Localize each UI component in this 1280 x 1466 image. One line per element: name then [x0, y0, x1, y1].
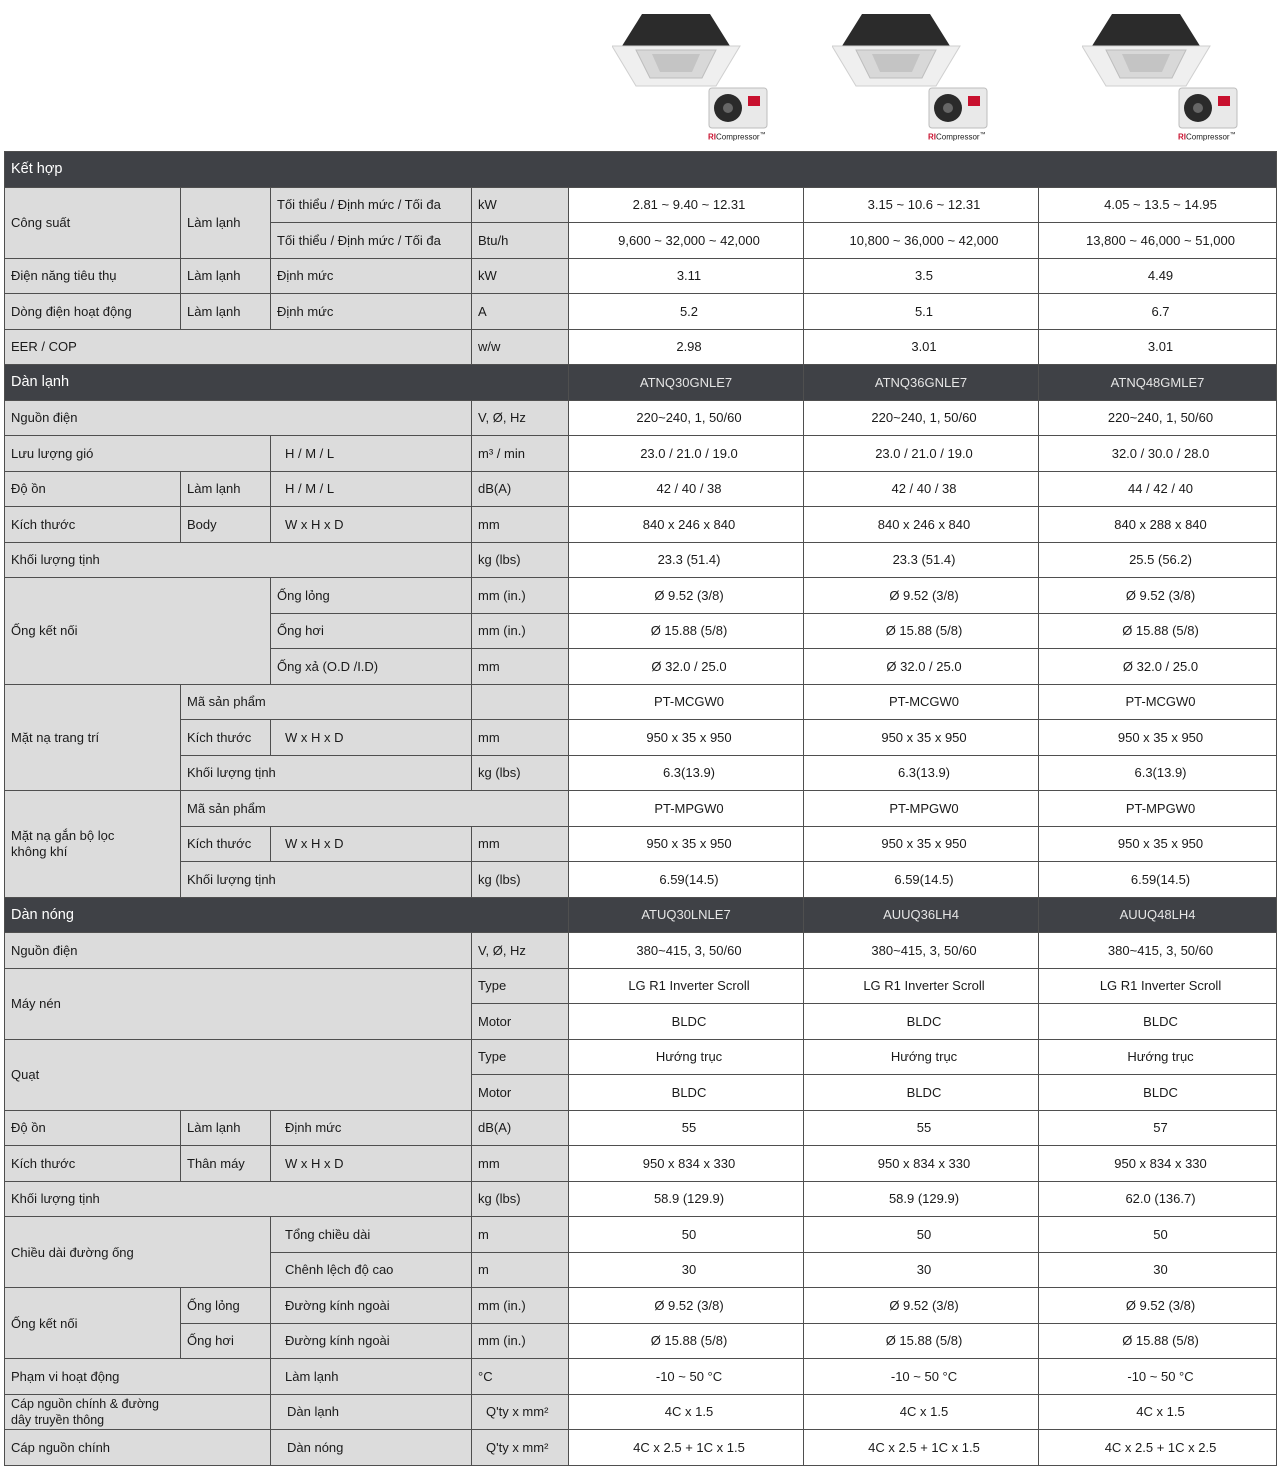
- row-unit: Type: [472, 1039, 569, 1075]
- row-label: EER / COP: [5, 329, 472, 365]
- row-spec: Làm lạnh: [271, 1359, 472, 1395]
- model-name: ATUQ30LNLE7: [569, 897, 804, 933]
- row-sub: Ống hơi: [181, 1323, 271, 1359]
- row-spec: Đường kính ngoài: [271, 1288, 472, 1324]
- row-unit: m³ / min: [472, 436, 569, 472]
- table-row: [5, 791, 1277, 827]
- row-label: Kích thước: [5, 507, 181, 543]
- value-cell: 950 x 35 x 950: [804, 826, 1039, 862]
- table-row: [5, 187, 1277, 223]
- value-cell: 44 / 42 / 40: [1039, 471, 1277, 507]
- value-cell: BLDC: [804, 1075, 1039, 1111]
- table-row: [5, 1394, 1277, 1430]
- value-cell: BLDC: [1039, 1075, 1277, 1111]
- table-row: [5, 1146, 1277, 1182]
- row-label: Cáp nguồn chính & đường dây truyền thông: [5, 1394, 271, 1430]
- value-cell: 10,800 ~ 36,000 ~ 42,000: [804, 223, 1039, 259]
- table-row: [5, 862, 1277, 898]
- value-cell: -10 ~ 50 °C: [804, 1359, 1039, 1395]
- ri-compressor-badge: RICompressor™: [1178, 132, 1236, 142]
- row-sub: Body: [181, 507, 271, 543]
- row-spec: W x H x D: [271, 826, 472, 862]
- value-cell: 4C x 2.5 + 1C x 2.5: [1039, 1430, 1277, 1466]
- value-cell: Ø 9.52 (3/8): [569, 1288, 804, 1324]
- row-label: Kích thước: [5, 1146, 181, 1182]
- row-label: Khối lượng tịnh: [5, 1181, 472, 1217]
- product-images: [0, 0, 1280, 150]
- row-label: Công suất: [5, 187, 181, 258]
- table-row: [5, 294, 1277, 330]
- section-title: Kết hợp: [5, 152, 1277, 188]
- row-sub: Khối lượng tịnh: [181, 755, 472, 791]
- value-cell: BLDC: [1039, 1004, 1277, 1040]
- row-label: Lưu lượng gió: [5, 436, 271, 472]
- row-label: Máy nén: [5, 968, 472, 1039]
- row-spec: Dàn lạnh: [271, 1394, 472, 1430]
- table-row: [5, 471, 1277, 507]
- row-unit: Q'ty x mm²: [472, 1394, 569, 1430]
- value-cell: 23.0 / 21.0 / 19.0: [804, 436, 1039, 472]
- row-label: Nguồn điện: [5, 933, 472, 969]
- value-cell: LG R1 Inverter Scroll: [1039, 968, 1277, 1004]
- value-cell: 42 / 40 / 38: [804, 471, 1039, 507]
- row-unit: mm (in.): [472, 1288, 569, 1324]
- value-cell: Ø 9.52 (3/8): [569, 578, 804, 614]
- row-spec: Định mức: [271, 258, 472, 294]
- row-unit: mm: [472, 507, 569, 543]
- row-sub: Thân máy: [181, 1146, 271, 1182]
- row-spec: Đường kính ngoài: [271, 1323, 472, 1359]
- row-unit: kg (lbs): [472, 862, 569, 898]
- value-cell: BLDC: [569, 1004, 804, 1040]
- value-cell: 4C x 2.5 + 1C x 1.5: [569, 1430, 804, 1466]
- row-unit: m: [472, 1217, 569, 1253]
- cassette-indoor-unit-icon: [832, 6, 972, 92]
- row-unit: dB(A): [472, 471, 569, 507]
- row-unit: kg (lbs): [472, 1181, 569, 1217]
- ri-compressor-badge: RICompressor™: [708, 132, 766, 142]
- value-cell: BLDC: [804, 1004, 1039, 1040]
- spec-table: [4, 151, 1277, 1466]
- value-cell: Hướng trục: [569, 1039, 804, 1075]
- value-cell: 840 x 288 x 840: [1039, 507, 1277, 543]
- row-unit: w/w: [472, 329, 569, 365]
- section-title: Dàn nóng: [5, 897, 569, 933]
- value-cell: 4C x 2.5 + 1C x 1.5: [804, 1430, 1039, 1466]
- value-cell: 840 x 246 x 840: [804, 507, 1039, 543]
- row-spec: Định mức: [271, 1110, 472, 1146]
- value-cell: 58.9 (129.9): [569, 1181, 804, 1217]
- value-cell: 6.7: [1039, 294, 1277, 330]
- value-cell: Ø 15.88 (5/8): [1039, 1323, 1277, 1359]
- value-cell: Ø 15.88 (5/8): [804, 613, 1039, 649]
- value-cell: Ø 15.88 (5/8): [569, 613, 804, 649]
- value-cell: 950 x 834 x 330: [1039, 1146, 1277, 1182]
- value-cell: 42 / 40 / 38: [569, 471, 804, 507]
- value-cell: LG R1 Inverter Scroll: [804, 968, 1039, 1004]
- value-cell: 50: [1039, 1217, 1277, 1253]
- row-sub: Ống lỏng: [181, 1288, 271, 1324]
- row-label: Phạm vi hoạt động: [5, 1359, 271, 1395]
- value-cell: PT-MCGW0: [569, 684, 804, 720]
- row-unit: V, Ø, Hz: [472, 933, 569, 969]
- value-cell: Ø 9.52 (3/8): [804, 1288, 1039, 1324]
- value-cell: BLDC: [569, 1075, 804, 1111]
- value-cell: Ø 32.0 / 25.0: [1039, 649, 1277, 685]
- value-cell: 3.01: [1039, 329, 1277, 365]
- value-cell: 4C x 1.5: [804, 1394, 1039, 1430]
- outdoor-unit-icon: [1178, 84, 1240, 132]
- section-header-outdoor: [5, 897, 1277, 933]
- value-cell: PT-MCGW0: [804, 684, 1039, 720]
- row-spec: Dàn nóng: [271, 1430, 472, 1466]
- value-cell: LG R1 Inverter Scroll: [569, 968, 804, 1004]
- value-cell: 6.59(14.5): [1039, 862, 1277, 898]
- row-unit: m: [472, 1252, 569, 1288]
- row-sub: Làm lạnh: [181, 258, 271, 294]
- row-unit: mm (in.): [472, 613, 569, 649]
- row-label: Quạt: [5, 1039, 472, 1110]
- value-cell: 23.0 / 21.0 / 19.0: [569, 436, 804, 472]
- row-spec: H / M / L: [271, 436, 472, 472]
- row-spec: Ống lỏng: [271, 578, 472, 614]
- value-cell: Ø 15.88 (5/8): [569, 1323, 804, 1359]
- value-cell: 380~415, 3, 50/60: [1039, 933, 1277, 969]
- product-1: [612, 4, 812, 150]
- table-row: [5, 1181, 1277, 1217]
- table-row: [5, 1039, 1277, 1075]
- model-name: ATNQ48GMLE7: [1039, 365, 1277, 401]
- value-cell: 3.5: [804, 258, 1039, 294]
- value-cell: 3.01: [804, 329, 1039, 365]
- row-spec: Tối thiểu / Định mức / Tối đa: [271, 187, 472, 223]
- value-cell: Ø 15.88 (5/8): [804, 1323, 1039, 1359]
- row-unit: Q'ty x mm²: [472, 1430, 569, 1466]
- row-unit: kW: [472, 258, 569, 294]
- row-unit: °C: [472, 1359, 569, 1395]
- row-sub: Mã sản phẩm: [181, 684, 472, 720]
- value-cell: PT-MPGW0: [1039, 791, 1277, 827]
- row-spec: Chênh lệch độ cao: [271, 1252, 472, 1288]
- row-unit: Motor: [472, 1004, 569, 1040]
- value-cell: 220~240, 1, 50/60: [569, 400, 804, 436]
- row-unit: Type: [472, 968, 569, 1004]
- table-row: [5, 507, 1277, 543]
- row-unit: Btu/h: [472, 223, 569, 259]
- row-unit: mm: [472, 649, 569, 685]
- row-unit: A: [472, 294, 569, 330]
- section-header-indoor: [5, 365, 1277, 401]
- row-label: Mặt nạ trang trí: [5, 684, 181, 791]
- model-name: AUUQ36LH4: [804, 897, 1039, 933]
- value-cell: 5.1: [804, 294, 1039, 330]
- model-name: ATNQ36GNLE7: [804, 365, 1039, 401]
- row-label: Ống kết nối: [5, 1288, 181, 1359]
- row-unit: dB(A): [472, 1110, 569, 1146]
- row-label: Mặt nạ gắn bộ lọc không khí: [5, 791, 181, 898]
- row-label: Độ ồn: [5, 1110, 181, 1146]
- row-unit: V, Ø, Hz: [472, 400, 569, 436]
- value-cell: 25.5 (56.2): [1039, 542, 1277, 578]
- value-cell: 23.3 (51.4): [804, 542, 1039, 578]
- value-cell: PT-MPGW0: [569, 791, 804, 827]
- row-spec: Định mức: [271, 294, 472, 330]
- value-cell: 30: [804, 1252, 1039, 1288]
- table-row: [5, 720, 1277, 756]
- row-label: Độ ồn: [5, 471, 181, 507]
- value-cell: Ø 32.0 / 25.0: [804, 649, 1039, 685]
- table-row: [5, 436, 1277, 472]
- table-row: [5, 258, 1277, 294]
- row-sub: Kích thước: [181, 720, 271, 756]
- value-cell: -10 ~ 50 °C: [1039, 1359, 1277, 1395]
- value-cell: Ø 32.0 / 25.0: [569, 649, 804, 685]
- product-2: [832, 4, 1032, 150]
- table-row: [5, 1110, 1277, 1146]
- value-cell: 4C x 1.5: [1039, 1394, 1277, 1430]
- row-sub: Làm lạnh: [181, 294, 271, 330]
- value-cell: 3.11: [569, 258, 804, 294]
- cassette-indoor-unit-icon: [612, 6, 752, 92]
- value-cell: 6.3(13.9): [569, 755, 804, 791]
- row-sub: Khối lượng tịnh: [181, 862, 472, 898]
- row-unit: mm (in.): [472, 578, 569, 614]
- table-row: [5, 400, 1277, 436]
- value-cell: 58.9 (129.9): [804, 1181, 1039, 1217]
- cassette-indoor-unit-icon: [1082, 6, 1222, 92]
- row-sub: Làm lạnh: [181, 1110, 271, 1146]
- table-row: [5, 968, 1277, 1004]
- row-unit: [472, 684, 569, 720]
- row-label: Ống kết nối: [5, 578, 271, 685]
- value-cell: 30: [1039, 1252, 1277, 1288]
- value-cell: 220~240, 1, 50/60: [1039, 400, 1277, 436]
- row-unit: mm: [472, 1146, 569, 1182]
- ri-compressor-badge: RICompressor™: [928, 132, 986, 142]
- value-cell: Ø 9.52 (3/8): [1039, 1288, 1277, 1324]
- row-unit: kg (lbs): [472, 542, 569, 578]
- value-cell: 13,800 ~ 46,000 ~ 51,000: [1039, 223, 1277, 259]
- row-spec: Tối thiểu / Định mức / Tối đa: [271, 223, 472, 259]
- value-cell: 23.3 (51.4): [569, 542, 804, 578]
- row-label: Cáp nguồn chính: [5, 1430, 271, 1466]
- row-label: Chiều dài đường ống: [5, 1217, 271, 1288]
- value-cell: 380~415, 3, 50/60: [804, 933, 1039, 969]
- value-cell: Ø 9.52 (3/8): [804, 578, 1039, 614]
- value-cell: 5.2: [569, 294, 804, 330]
- section-title: Dàn lạnh: [5, 365, 569, 401]
- value-cell: 950 x 35 x 950: [1039, 826, 1277, 862]
- value-cell: Ø 9.52 (3/8): [1039, 578, 1277, 614]
- table-row: [5, 1217, 1277, 1253]
- value-cell: -10 ~ 50 °C: [569, 1359, 804, 1395]
- model-name: AUUQ48LH4: [1039, 897, 1277, 933]
- row-spec: W x H x D: [271, 720, 472, 756]
- row-spec: W x H x D: [271, 507, 472, 543]
- row-unit: mm: [472, 826, 569, 862]
- value-cell: 6.3(13.9): [804, 755, 1039, 791]
- row-spec: Tổng chiều dài: [271, 1217, 472, 1253]
- row-spec: Ống xả (O.D /I.D): [271, 649, 472, 685]
- section-header-combo: [5, 152, 1277, 188]
- value-cell: 950 x 35 x 950: [569, 720, 804, 756]
- table-row: [5, 329, 1277, 365]
- value-cell: 62.0 (136.7): [1039, 1181, 1277, 1217]
- outdoor-unit-icon: [708, 84, 770, 132]
- table-row: [5, 542, 1277, 578]
- value-cell: 2.81 ~ 9.40 ~ 12.31: [569, 187, 804, 223]
- value-cell: 6.3(13.9): [1039, 755, 1277, 791]
- row-label: Nguồn điện: [5, 400, 472, 436]
- value-cell: Hướng trục: [1039, 1039, 1277, 1075]
- value-cell: 30: [569, 1252, 804, 1288]
- row-sub: Kích thước: [181, 826, 271, 862]
- table-row: [5, 933, 1277, 969]
- value-cell: 4C x 1.5: [569, 1394, 804, 1430]
- table-row: [5, 1359, 1277, 1395]
- row-sub: Làm lạnh: [181, 471, 271, 507]
- table-row: [5, 1288, 1277, 1324]
- product-3: [1082, 4, 1280, 150]
- row-label: Khối lượng tịnh: [5, 542, 472, 578]
- row-unit: mm: [472, 720, 569, 756]
- value-cell: PT-MCGW0: [1039, 684, 1277, 720]
- row-spec: W x H x D: [271, 1146, 472, 1182]
- table-row: [5, 755, 1277, 791]
- outdoor-unit-icon: [928, 84, 990, 132]
- value-cell: 3.15 ~ 10.6 ~ 12.31: [804, 187, 1039, 223]
- value-cell: 4.49: [1039, 258, 1277, 294]
- value-cell: 950 x 834 x 330: [569, 1146, 804, 1182]
- table-row: [5, 684, 1277, 720]
- row-unit: kg (lbs): [472, 755, 569, 791]
- value-cell: 840 x 246 x 840: [569, 507, 804, 543]
- value-cell: 950 x 35 x 950: [569, 826, 804, 862]
- value-cell: 4.05 ~ 13.5 ~ 14.95: [1039, 187, 1277, 223]
- row-sub: Làm lạnh: [181, 187, 271, 258]
- value-cell: PT-MPGW0: [804, 791, 1039, 827]
- value-cell: Hướng trục: [804, 1039, 1039, 1075]
- value-cell: 6.59(14.5): [569, 862, 804, 898]
- value-cell: 57: [1039, 1110, 1277, 1146]
- table-row: [5, 1430, 1277, 1466]
- value-cell: 950 x 35 x 950: [1039, 720, 1277, 756]
- value-cell: 2.98: [569, 329, 804, 365]
- row-sub: Mã sản phẩm: [181, 791, 569, 827]
- row-spec: H / M / L: [271, 471, 472, 507]
- value-cell: 380~415, 3, 50/60: [569, 933, 804, 969]
- value-cell: 50: [569, 1217, 804, 1253]
- model-name: ATNQ30GNLE7: [569, 365, 804, 401]
- value-cell: 55: [569, 1110, 804, 1146]
- value-cell: 6.59(14.5): [804, 862, 1039, 898]
- table-row: [5, 578, 1277, 614]
- row-unit: kW: [472, 187, 569, 223]
- value-cell: 220~240, 1, 50/60: [804, 400, 1039, 436]
- row-label: Điện năng tiêu thụ: [5, 258, 181, 294]
- value-cell: 32.0 / 30.0 / 28.0: [1039, 436, 1277, 472]
- row-unit: Motor: [472, 1075, 569, 1111]
- value-cell: 50: [804, 1217, 1039, 1253]
- row-unit: mm (in.): [472, 1323, 569, 1359]
- row-spec: Ống hơi: [271, 613, 472, 649]
- value-cell: 9,600 ~ 32,000 ~ 42,000: [569, 223, 804, 259]
- value-cell: 55: [804, 1110, 1039, 1146]
- value-cell: 950 x 834 x 330: [804, 1146, 1039, 1182]
- table-row: [5, 1323, 1277, 1359]
- table-row: [5, 826, 1277, 862]
- row-label: Dòng điện hoạt động: [5, 294, 181, 330]
- value-cell: Ø 15.88 (5/8): [1039, 613, 1277, 649]
- value-cell: 950 x 35 x 950: [804, 720, 1039, 756]
